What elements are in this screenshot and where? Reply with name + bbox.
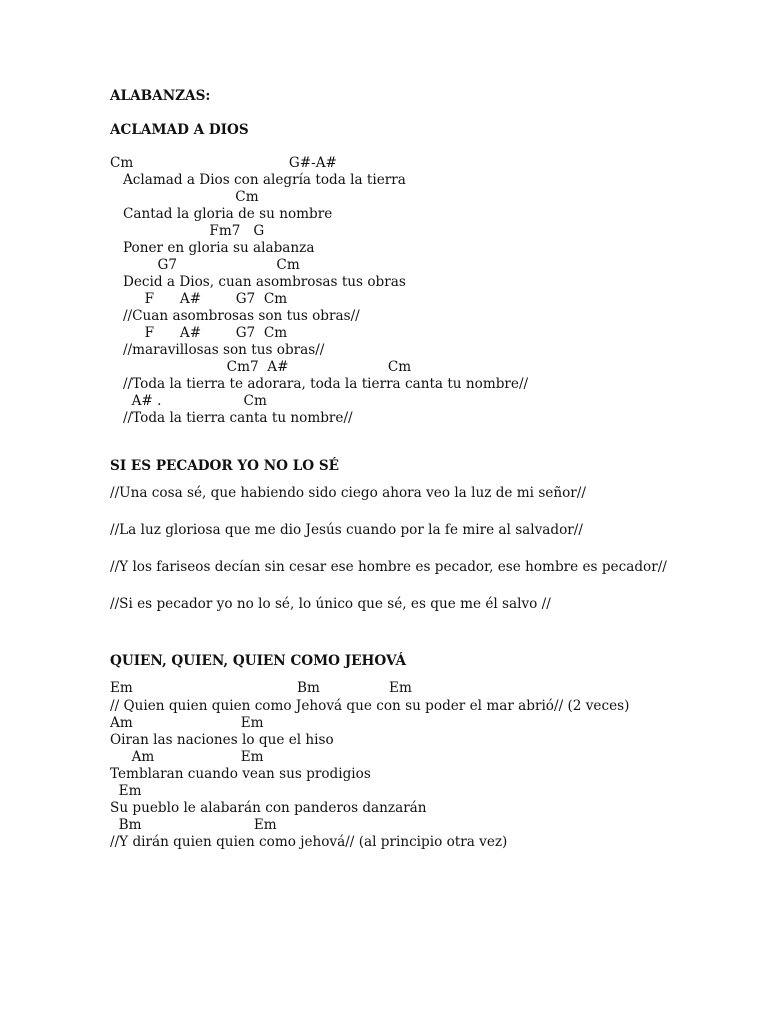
lyric-line: //Toda la tierra canta tu nombre// <box>110 410 353 426</box>
chord-line: Cm G#-A# <box>110 155 337 171</box>
lyric-line: Poner en gloria su alabanza <box>110 240 315 256</box>
chord-line: Cm <box>110 189 259 205</box>
chord-line: Am Em <box>110 749 264 765</box>
lyric-line: //Toda la tierra te adorara, toda la tierra canta tu nombre// <box>110 376 529 392</box>
lyric-line: //Si es pecador yo no lo sé, lo único que sé, es que me él salvo // <box>110 596 551 612</box>
song-title-quien-como-jehova: QUIEN, QUIEN, QUIEN COMO JEHOVÁ <box>110 653 407 669</box>
lyric-line: Decid a Dios, cuan asombrosas tus obras <box>110 274 406 290</box>
lyric-line: Su pueblo le alabarán con panderos danzarán <box>110 800 427 816</box>
lyric-line: Cantad la gloria de su nombre <box>110 206 333 222</box>
chord-line: Fm7 G <box>110 223 265 239</box>
chord-line: Em <box>110 783 142 799</box>
lyric-line: // Quien quien quien como Jehová que con su poder el mar abrió// (2 veces) <box>110 698 630 714</box>
chord-line: A# . Cm <box>110 393 267 409</box>
lyric-line: //Y los fariseos decían sin cesar ese hombre es pecador, ese hombre es pecador// <box>110 559 667 575</box>
song-title-si-es-pecador: SI ES PECADOR YO NO LO SÉ <box>110 458 340 474</box>
lyric-line: Temblaran cuando vean sus prodigios <box>110 766 371 782</box>
document-title: ALABANZAS: <box>110 88 211 104</box>
lyric-line: Aclamad a Dios con alegría toda la tierra <box>110 172 406 188</box>
chord-line: F A# G7 Cm <box>110 291 288 307</box>
lyric-line: //Una cosa sé, que habiendo sido ciego ahora veo la luz de mi señor// <box>110 485 586 501</box>
chord-line: Em Bm Em <box>110 680 412 696</box>
chord-line: Cm7 A# Cm <box>110 359 412 375</box>
lyric-line: //maravillosas son tus obras// <box>110 342 325 358</box>
lyric-line: //Y dirán quien quien como jehová// (al principio otra vez) <box>110 834 508 850</box>
lyric-line: //La luz gloriosa que me dio Jesús cuando por la fe mire al salvador// <box>110 522 583 538</box>
lyric-line: //Cuan asombrosas son tus obras// <box>110 308 360 324</box>
chord-line: Bm Em <box>110 817 277 833</box>
lyric-line: Oiran las naciones lo que el hiso <box>110 732 334 748</box>
song-title-aclamad: ACLAMAD A DIOS <box>110 122 249 138</box>
chord-line: F A# G7 Cm <box>110 325 288 341</box>
chord-line: G7 Cm <box>110 257 300 273</box>
chord-line: Am Em <box>110 715 264 731</box>
